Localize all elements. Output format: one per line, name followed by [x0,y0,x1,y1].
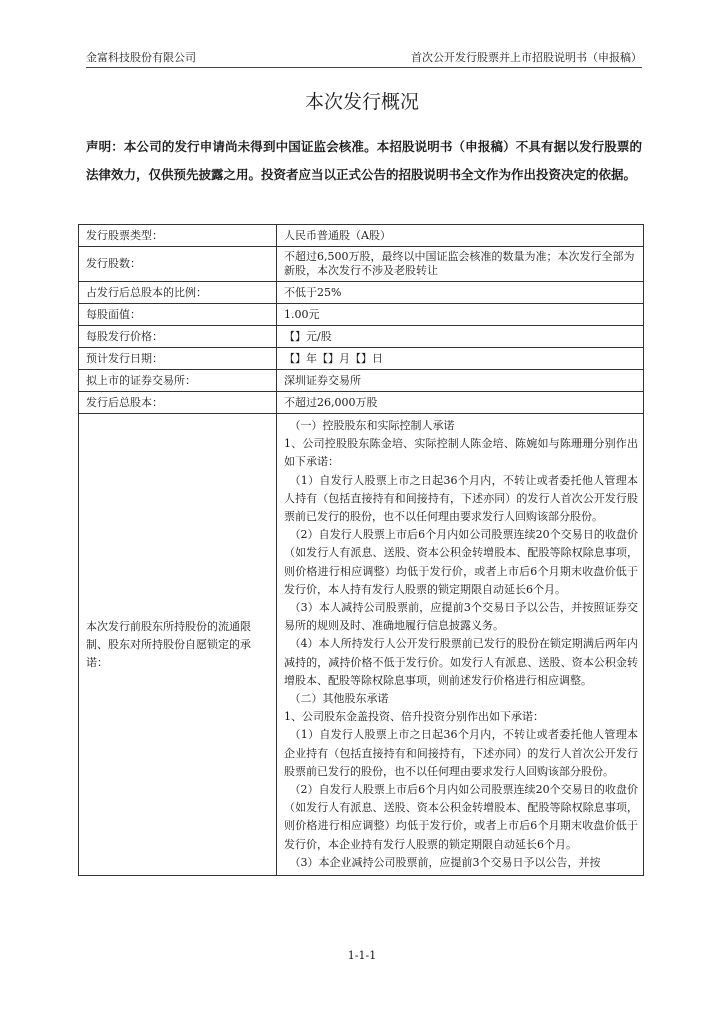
page-header [86,50,642,68]
row-label: 发行股票类型： [79,225,277,247]
row-value: 不超过6,500万股，最终以中国证监会核准的数量为准；本次发行全部为新股，本次发行不涉及老股转让 [277,247,644,282]
table-row [79,370,644,392]
page-number: 1-1-1 [347,949,377,962]
commitment-paragraph: 1、公司股东金盖投资、倍升投资分别作出如下承诺： [284,710,544,724]
table-row [79,348,644,370]
row-value: 【】年【】月【】日 [277,348,644,370]
page-title: 本次发行概况 [304,91,419,113]
header-company-name: 金富科技股份有限公司 [86,51,196,64]
table-row [79,392,644,414]
header-document-type: 首次公开发行股票并上市招股说明书（申报稿） [411,51,642,64]
commitment-paragraph: （1）自发行人股票上市之日起36个月内，不转让或者委托他人管理本人持有（包括直接持有和间接持有，下述亦同）的发行人首次公开发行股票前已发行的股份，也不以任何理由要求发行人回购该部分股份。 [284,473,638,524]
commitment-paragraph: （2）自发行人股票上市后6个月内如公司股票连续20个交易日的收盘价（如发行人有派息、送股、资本公积金转增股本、配股等除权除息事项，则价格进行相应调整）均低于发行价，或者上市后6个月期末收盘价低于发行价，本人持有发行人股票的锁定期限自动延长6个月。 [284,528,638,596]
table-row [79,225,644,247]
row-value: 【】元/股 [277,326,644,348]
row-value: 1.00元 [277,304,644,326]
disclaimer-statement: 声明：本公司的发行申请尚未得到中国证监会核准。本招股说明书（申报稿）不具有据以发行股票的法律效力，仅供预先披露之用。投资者应当以正式公告的招股说明书全文作为作出投资决定的依据。 [86,139,642,182]
row-value: 深圳证券交易所 [277,370,644,392]
table-row [79,282,644,304]
commitment-paragraph: （二）其他股东承诺 [289,692,389,706]
row-label: 占发行后总股本的比例： [79,282,277,304]
row-label: 发行股数： [79,247,277,282]
offering-overview-table [78,224,644,876]
table-row [79,304,644,326]
row-label: 每股发行价格： [79,326,277,348]
commitment-paragraph: （一）控股股东和实际控制人承诺 [289,419,455,432]
row-value: 不超过26,000万股 [277,392,644,414]
lockup-row [79,414,644,876]
row-label: 每股面值： [79,304,277,326]
lockup-commitments [277,414,644,876]
offering-overview-table-body [79,225,644,876]
row-label: 拟上市的证券交易所： [79,370,277,392]
commitment-paragraph: （4）本人所持发行人公开发行股票前已发行的股份在锁定期满后两年内减持的，减持价格不低于发行价。如发行人有派息、送股、资本公积金转增股本、配股等除权除息事项，则前述发行价格进行相应调整。 [284,637,638,687]
commitment-paragraph: （3）本企业减持公司股票前，应提前3个交易日予以公告，并按 [289,855,601,869]
table-row [79,247,644,282]
commitment-paragraph: （3）本人减持公司股票前，应提前3个交易日予以公告，并按照证券交易所的规则及时、准确地履行信息披露义务。 [284,601,638,633]
commitment-paragraph: 1、公司控股股东陈金培、实际控制人陈金培、陈婉如与陈珊珊分别作出如下承诺： [284,437,638,469]
row-value: 人民币普通股（A股） [277,225,644,247]
row-label: 发行后总股本： [79,392,277,414]
table-row [79,326,644,348]
row-value: 不低于25% [277,282,644,304]
commitment-paragraph: （1）自发行人股票上市之日起36个月内，不转让或者委托他人管理本企业持有（包括直接持有和间接持有，下述亦同）的发行人首次公开发行股票前已发行的股份，也不以任何理由要求发行人回购该部分股份。 [284,728,638,778]
commitment-paragraph: （2）自发行人股票上市后6个月内如公司股票连续20个交易日的收盘价（如发行人有派息、送股、资本公积金转增股本、配股等除权除息事项，则价格进行相应调整）均低于发行价，或者上市后6个月期末收盘价低于发行价，本企业持有发行人股票的锁定期限自动延长6个月。 [284,783,638,851]
lockup-label: 本次发行前股东所持股份的流通限制、股东对所持股份自愿锁定的承诺： [79,414,277,876]
row-label: 预计发行日期： [79,348,277,370]
